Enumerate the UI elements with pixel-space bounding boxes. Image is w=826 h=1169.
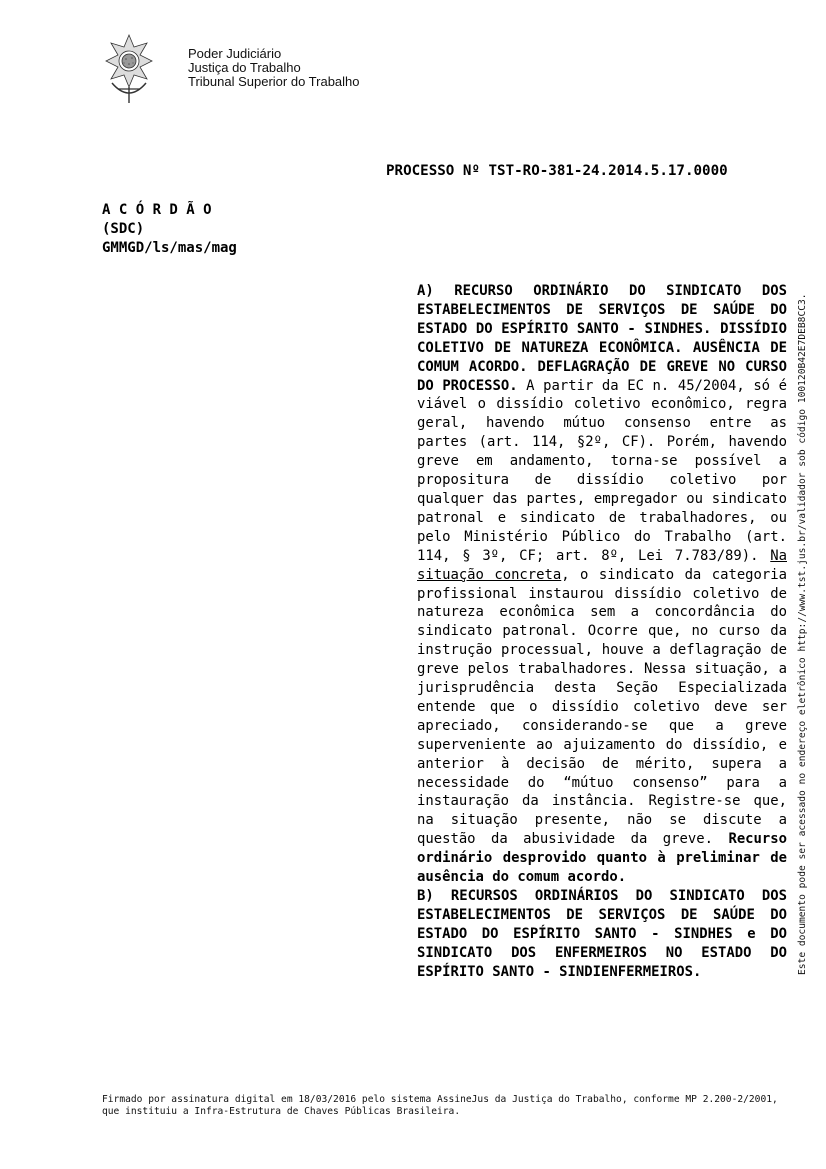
brasao-republica-seal (104, 33, 154, 105)
acordao-org: (SDC) (102, 221, 145, 237)
ementa-paragraph-a (417, 282, 787, 887)
process-number: PROCESSO Nº TST-RO-381-24.2014.5.17.0000 (386, 163, 728, 179)
ementa-text (417, 282, 787, 982)
org-line: Poder Judiciário (188, 46, 282, 61)
ementa-a-conclusion: Recurso ordinário desprovido quanto à preliminar de ausência do comum acordo. (417, 831, 787, 886)
acordao-block (102, 201, 237, 258)
ementa-a-heading: A) RECURSO ORDINÁRIO DO SINDICATO DOS ESTABELECIMENTOS DE SERVIÇOS DE SAÚDE DO ESTADO DO ESPÍRITO SANTO - SINDHES. DISSÍDIO COLETIVO DE NATUREZA ECONÔMICA. AUSÊNCIA DE COMUM ACORDO. DEFLAGRAÇÃO DE GREVE NO CURSO DO PROCESSO. (417, 283, 787, 394)
ementa-a-body-cont: , o sindicato da categoria profissional instaurou dissídio coletivo de natureza econômica sem a concordância do sindicato patronal. Ocorre que, no curso da instrução processual, houve a deflagração de greve pelos trabalhadores. Nessa situação, a jurisprudência desta Seção Especializada entende que o dissídio coletivo deve ser apreciado, considerando-se que a greve superveniente ao ajuizamento do dissídio, e anterior à decisão de mérito, supera a necessidade do “mútuo consenso” para a instauração da instância. Registre-se que, na situação presente, não se discute a questão da abusividade da greve. (417, 566, 787, 848)
digital-signature-footer: Firmado por assinatura digital em 18/03/2016 pelo sistema AssineJus da Justiça do Trabalho, conforme MP 2.200-2/2001, que instituiu a Infra-Estrutura de Chaves Públicas Brasileira. (102, 1094, 778, 1117)
validation-sidebar-text: Este documento pode ser acessado no endereço eletrônico http://www.tst.jus.br/validador sob código 100120B42E7DEB8CC3. (797, 293, 808, 975)
ementa-paragraph-b (417, 887, 787, 982)
acordao-code: GMMGD/ls/mas/mag (102, 240, 237, 256)
acordao-title: A C Ó R D Ã O (102, 202, 212, 218)
ementa-a-body: A partir da EC n. 45/2004, só é viável o dissídio coletivo econômico, regra geral, havendo mútuo consenso entre as partes (art. 114, §2º, CF). Porém, havendo greve em andamento, torna-se possível a propositura de dissídio coletivo por qualquer das partes, empregador ou sindicato patronal e sindicato de trabalhadores, ou pelo Ministério Público do Trabalho (art. 114, § 3º, CF; art. 8º, Lei 7.783/89). (417, 377, 787, 564)
organization-header (188, 47, 360, 89)
ementa-b-heading: B) RECURSOS ORDINÁRIOS DO SINDICATO DOS ESTABELECIMENTOS DE SERVIÇOS DE SAÚDE DO ESTADO DO ESPÍRITO SANTO - SINDHES e DO SINDICATO DOS ENFERMEIROS NO ESTADO DO ESPÍRITO SANTO - SINDIENFERMEIROS. (417, 888, 787, 980)
org-line: Tribunal Superior do Trabalho (188, 74, 360, 89)
org-line: Justiça do Trabalho (188, 60, 301, 75)
ementa-a-underlined: Na situação concreta (417, 547, 787, 583)
